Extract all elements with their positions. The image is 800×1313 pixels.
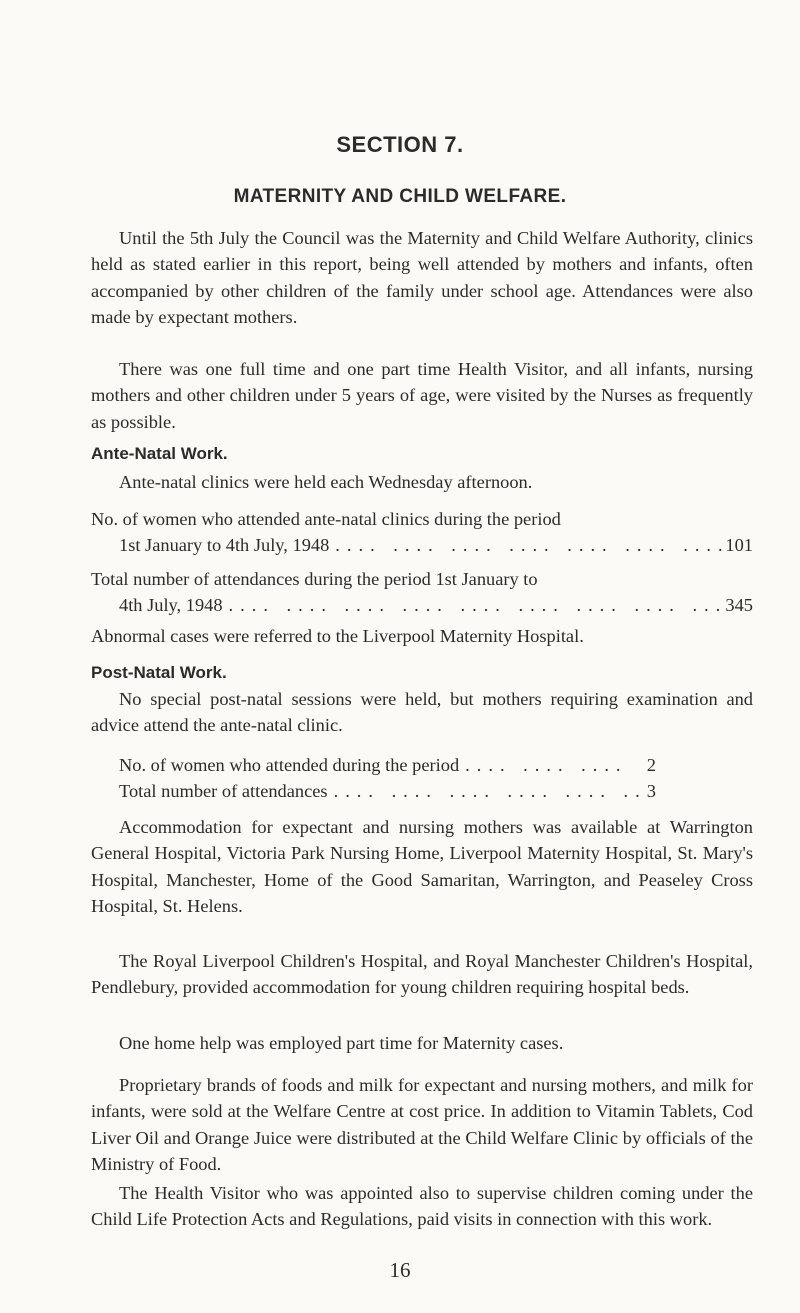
stat-value: 345 <box>725 595 753 616</box>
stat-label-line1: Total number of attendances during the period 1st January to <box>91 569 538 589</box>
health-visitor-paragraph: The Health Visitor who was appointed also to supervise children coming under the Child Life Protection Acts and Regulations, paid visits in connection with this work. <box>91 1183 753 1230</box>
post-natal-text: No special post-natal sessions were held, but mothers requiring examination and advice attend the ante-natal clinic. <box>91 689 753 736</box>
post-natal-stat-women <box>119 752 656 778</box>
stat-value: 3 <box>646 781 656 801</box>
page-number: 16 <box>389 1258 411 1282</box>
proprietary-foods-paragraph: Proprietary brands of foods and milk for expectant and nursing mothers, and milk for infants, were sold at the Welfare Centre at cost price. In addition to Vitamin Tablets, Cod Liver Oil and Orange Juice were distributed at the Child Welfare Clinic by officials of the Ministry of Food. <box>91 1075 753 1174</box>
abnormal-cases-text: Abnormal cases were referred to the Liverpool Maternity Hospital. <box>91 626 584 646</box>
accommodation-paragraph: Accommodation for expectant and nursing mothers was available at Warrington General Hospital, Victoria Park Nursing Home, Liverpool Maternity Hospital, St. Mary's Hospital, Manchester, Home of the Good Samaritan, Warrington, and Peaseley Cross Hospital, St. Helens. <box>91 817 753 916</box>
intro-paragraph-1: Until the 5th July the Council was the Maternity and Child Welfare Authority, clinics held as stated earlier in this report, being well attended by mothers and infants, often accompanied by other children of the family under school age. Attendances were also made by expectant mothers. <box>91 228 753 327</box>
home-help-paragraph: One home help was employed part time for Maternity cases. <box>119 1033 564 1053</box>
dot-leader <box>459 752 640 778</box>
stat-label: No. of women who attended during the period <box>119 755 460 775</box>
ante-natal-stat-women <box>91 506 753 559</box>
ante-natal-stat-attendances <box>91 566 753 619</box>
stat-label-line2: 1st January to 4th July, 1948 <box>119 535 330 556</box>
section-heading: SECTION 7. <box>336 132 464 157</box>
childrens-hospital-paragraph: The Royal Liverpool Children's Hospital, and Royal Manchester Children's Hospital, Pendlebury, provided accommodation for young children requiring hospital beds. <box>91 951 753 998</box>
stat-value: 2 <box>646 755 656 775</box>
post-natal-stat-attendances <box>119 778 656 804</box>
post-natal-heading: Post-Natal Work. <box>91 663 227 682</box>
intro-paragraph-2: There was one full time and one part time Health Visitor, and all infants, nursing mothers and other children under 5 years of age, were visited by the Nurses as frequently as possible. <box>91 359 753 432</box>
stat-label: Total number of attendances <box>119 781 328 801</box>
dot-leader <box>223 592 725 618</box>
dot-leader <box>329 532 725 558</box>
page-title: MATERNITY AND CHILD WELFARE. <box>233 186 567 207</box>
ante-natal-heading: Ante-Natal Work. <box>91 444 228 463</box>
ante-natal-text: Ante-natal clinics were held each Wednesday afternoon. <box>119 472 533 492</box>
dot-leader <box>328 778 640 804</box>
stat-label-line2: 4th July, 1948 <box>119 595 223 616</box>
stat-value: 101 <box>725 535 753 556</box>
stat-label-line1: No. of women who attended ante-natal clinics during the period <box>91 509 561 529</box>
